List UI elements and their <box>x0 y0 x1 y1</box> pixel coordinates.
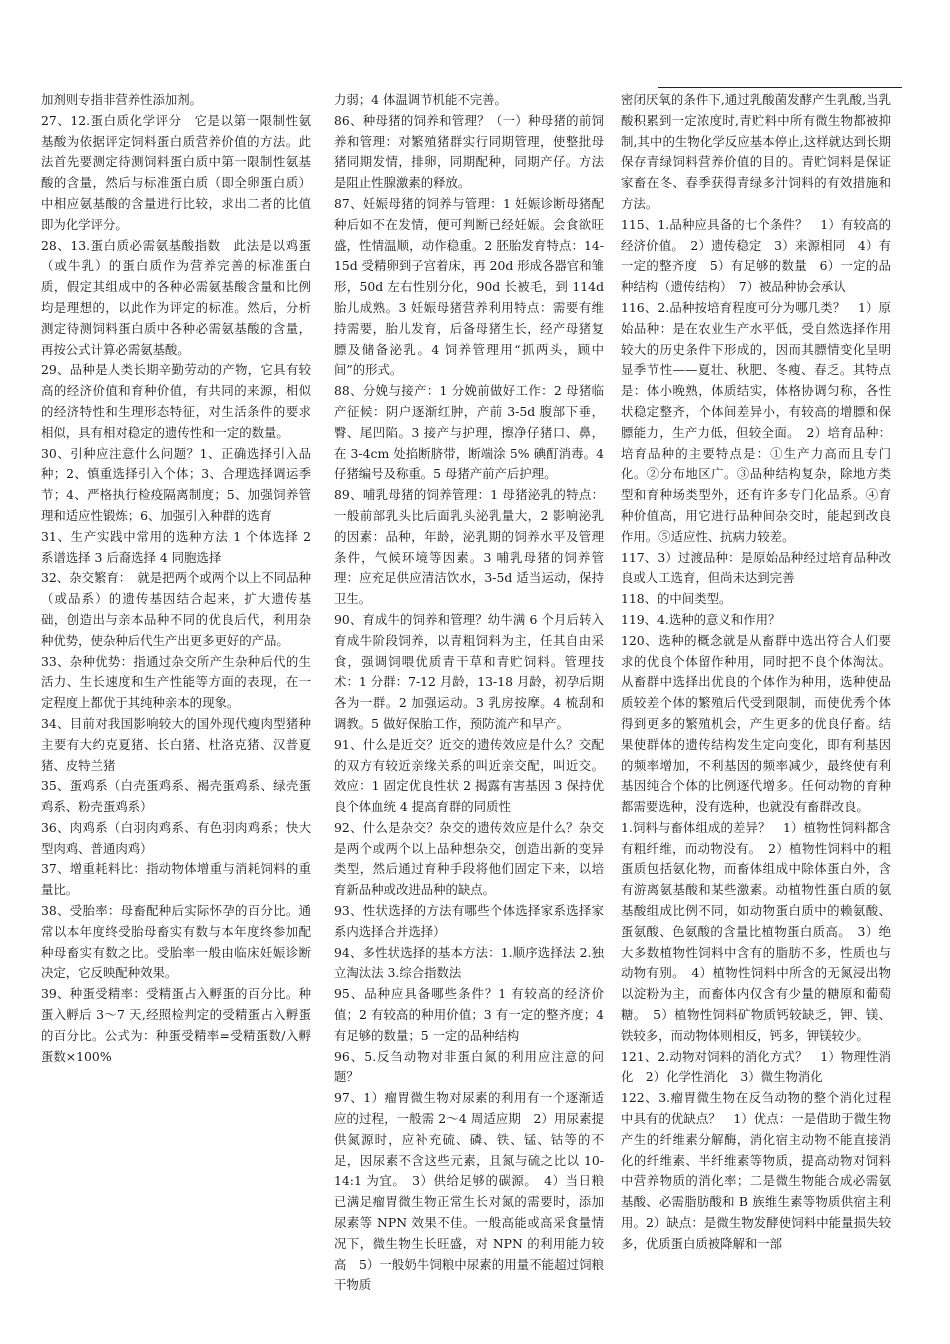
paragraph: 116、2.品种按培育程度可分为哪几类？ 1）原始品种：是在农业生产水平低，受自然选择作用较大的历史条件下形成的，因而其膘情变化呈明显季节性——夏壮、秋肥、冬瘦、春乏。其特点是：体小晚熟，体质结实，体格协调匀称，各性状稳定整齐，个体间差异小，有较高的增膘和保膘能力，生产力低，但较全面。 2）培育品种：培育品种的主要特点是：①生产力高而且专门化。②分布地区广。③品种结构复杂，除地方类型和育种场类型外，还有许多专门化品系。④育种价值高，用它进行品种间杂交时，能起到改良作用。⑤适应性、抗病力较差。 <box>621 299 891 544</box>
paragraph: 密闭厌氧的条件下,通过乳酸菌发酵产生乳酸,当乳酸积累到一定浓度时,青贮料中所有微生物都被抑制,其中的生物化学反应基本停止,这样就达到长期保存青绿饲料营养价值的目的。青贮饲料是保证家畜在冬、春季获得青绿多汁饲料的有效措施和方法。 <box>621 92 891 211</box>
paragraph: 95、品种应具备哪些条件？1 有较高的经济价值；2 有较高的种用价值；3 有一定的整齐度；4 有足够的数量；5 一定的品种结构 <box>334 986 604 1043</box>
paragraph: 36、肉鸡系（白羽肉鸡系、有色羽肉鸡系；快大型肉鸡、普通肉鸡） <box>41 819 311 856</box>
paragraph: 92、什么是杂交？杂交的遗传效应是什么？杂交是两个或两个以上品种想杂交，创造出新的变异类型，然后通过育种手段将他们固定下来，以培育新品种或改进品种的缺点。 <box>334 819 604 898</box>
paragraph: 86、种母猪的饲养和管理？（一）种母猪的前饲养和管理：对繁殖猪群实行同期管理，使整批母猪同期发情，排卵，同期配种，同期产仔。方法是阻止性腺激素的释放。 <box>334 112 604 191</box>
paragraph: 122、3.瘤胃微生物在反刍动物的整个消化过程中具有的优缺点？ 1）优点：一是借助于微生物产生的纤维素分解酶，消化宿主动物不能直接消化的纤维素、半纤维素等物质，提高动物对饲料中营养物质的消化率；二是微生物能合成必需氨基酸、必需脂肪酸和 B 族维生素等物质供宿主利用。2）缺点：是微生物发酵使饲料中能量损失较多，优质蛋白质被降解和一部 <box>621 1090 891 1251</box>
paragraph: 38、受胎率：母畜配种后实际怀孕的百分比。通常以本年度终受胎母畜实有数与本年度终参加配种母畜实有数之比。受胎率一般由临床妊娠诊断决定，它反映配种效果。 <box>41 903 311 981</box>
text-column-right <box>621 90 891 1340</box>
paragraph: 115、1.品种应具备的七个条件？ 1）有较高的经济价值。 2）遗传稳定 3）来源相同 4）有一定的整齐度 5）有足够的数量 6）一定的品种结构（遗传结构） 7）被品种协会承认 <box>621 216 891 295</box>
paragraph: 97、1）瘤胃微生物对尿素的利用有一个逐渐适应的过程，一般需 2～4 周适应期 2）用尿素提供氮源时，应补充硫、磷、铁、锰、钴等的不足，因尿素不含这些元素，且氮与硫之比以 10-14:1 为宜。 3）供给足够的碳源。 4）当日粮已满足瘤胃微生物正常生长对氮的需要时，添加尿素等 NPN 效果不佳。一般高能或高采食量情况下，微生物生长旺盛，对 NPN 的利用能力较高 5）一般奶牛饲粮中尿素的用量不能超过饲粮干物质 <box>334 1090 604 1293</box>
header-rule <box>658 87 902 88</box>
paragraph: 28、13.蛋白质必需氨基酸指数 此法是以鸡蛋（或牛乳）的蛋白质作为营养完善的标准蛋白质，假定其组成中的各种必需氨基酸含量和比例均是理想的，以此作为评定的标准。然后，分析测定待测饲料蛋白质中各种必需氨基酸的含量，再按公式计算必需氨基酸。 <box>41 237 311 357</box>
paragraph: 88、分娩与接产：1 分娩前做好工作：2 母猪临产征候：阴户逐渐红肿，产前 3-5d 腹部下垂，臀、尾凹陷。3 接产与护理，擦净仔猪口、鼻，在 3-4cm 处掐断脐带，断端涂 5% 碘酊消毒。4 仔猪编号及称重。5 母猪产前产后护理。 <box>334 383 604 482</box>
paragraph: 力弱；4 体温调节机能不完善。 <box>334 92 507 107</box>
paragraph: 32、杂交繁育： 就是把两个或两个以上不同品种（或品系）的遗传基因结合起来，扩大遗传基础，创造出与亲本品种不同的优良后代，利用杂种优势，使杂种后代生产出更多更好的产品。 <box>41 570 311 648</box>
paragraph: 87、妊娠母猪的饲养与管理：1 妊娠诊断母猪配种后如不在发情，便可判断已经妊娠。会食欲旺盛，性情温顺，动作稳重。2 胚胎发育特点：14-15d 受精卵到子宫着床，再 20d 形成各器官和雏形，50d 左右性别分化，90d 长被毛，到 114d 胎儿成熟。3 妊娠母猪营养利用特点：需要有维持需要，胎儿发育，后备母猪生长，经产母猪复膘及储备泌乳。4 饲养管理用“抓两头，顾中间”的形式。 <box>334 195 604 378</box>
paragraph: 27、12.蛋白质化学评分 它是以第一限制性氨基酸为依据评定饲料蛋白质营养价值的方法。此法首先要测定待测饲料蛋白质中第一限制性氨基酸的含量，然后与标准蛋白质（即全卵蛋白质）中相应氨基酸的含量进行比较，求出二者的比值即为化学评分。 <box>41 112 311 232</box>
paragraph: 118、的中间类型。 <box>621 591 732 607</box>
paragraph: 加剂则专指非营养性添加剂。 <box>41 92 203 107</box>
paragraph: 93、性状选择的方法有哪些个体选择家系选择家系内选择合并选择） <box>334 903 604 939</box>
paragraph: 89、哺乳母猪的饲养管理：1 母猪泌乳的特点：一般前部乳头比后面乳头泌乳量大，2 影响泌乳的因素：品种，年龄，泌乳期的饲养水平及管理条件，气候环境等因素。3 哺乳母猪的饲养管理：应充足供应清洁饮水，3-5d 适当运动，保持卫生。 <box>334 487 604 607</box>
paragraph: 91、什么是近交？近交的遗传效应是什么？交配的双方有较近亲缘关系的叫近亲交配，叫近交。效应：1 固定优良性状 2 揭露有害基因 3 保持优良个体血统 4 提高育群的同质性 <box>334 736 604 815</box>
paragraph: 94、多性状选择的基本方法：1.顺序选择法 2.独立淘汰法 3.综合指数法 <box>334 944 604 981</box>
paragraph: 120、选种的概念就是从畜群中选出符合人们要求的优良个体留作种用，同时把不良个体淘汰。从畜群中选择出优良的个体作为种用，选种使品质较差个体的繁殖后代受到限制，而使优秀个体得到更多的繁殖机会，产生更多的优良仔畜。结果使群体的遗传结构发生定向变化，即有利基因的频率增加，不利基因的频率减少，最终使有利基因纯合个体的比例逐代增多。任何动物的育种都需要选种，没有选种，也就没有畜群改良。 <box>621 632 891 815</box>
text-column-left <box>41 90 311 1340</box>
paragraph: 34、目前对我国影响较大的国外现代瘦肉型猪种主要有大约克夏猪、长白猪、杜洛克猪、汉普夏猪、皮特兰猪 <box>41 715 311 773</box>
paragraph: 121、2.动物对饲料的消化方式？ 1）物理性消化 2）化学性消化 3）微生物消化 <box>621 1048 891 1085</box>
paragraph: 39、种蛋受精率：受精蛋占入孵蛋的百分比。种蛋入孵后 3～7 天,经照检判定的受精蛋占入孵蛋的百分比。公式为：种蛋受精率=受精蛋数/入孵蛋数×100% <box>41 986 311 1064</box>
text-column-middle <box>334 90 604 1340</box>
paragraph: 96、5.反刍动物对非蛋白氮的利用应注意的问题？ <box>334 1048 604 1085</box>
paragraph: 29、品种是人类长期辛勤劳动的产物，它具有较高的经济价值和育种价值，有共同的来源，相似的经济特性和生理形态特征，对生活条件的要求相似，具有相对稳定的遗传性和一定的数量。 <box>41 362 311 440</box>
paragraph: 90、育成牛的饲养和管理？幼牛满 6 个月后转入育成牛阶段饲养，以青粗饲料为主，任其自由采食，强调饲喂优质青干草和青贮饲料。管理技术：1 分群：7-12 月龄，13-18 月龄，初孕后期各为一群。2 加强运动。3 乳房按摩。4 梳刮和调教。5 做好保胎工作，预防流产和早产。 <box>334 611 604 731</box>
paragraph: 1.饲料与畜体组成的差异？ 1）植物性饲料都含有粗纤维，而动物没有。 2）植物性饲料中的粗蛋质包括氨化物，而畜体组成中除体蛋白外，含有游离氨基酸和某些激素。动植物性蛋白质的氨基酸组成比例不同，如动物蛋白质中的赖氨酸、蛋氨酸、色氨酸的含量比植物蛋白质高。 3）绝大多数植物性饲料中含有的脂肪不多，性质也与动物有别。 4）植物性饲料中所含的无氮浸出物以淀粉为主，而畜体内仅含有少量的糖原和葡萄糖。 5）植物性饲料矿物质钙较缺乏，钾、镁、铁较多，而动物体则相反，钙多，钾镁较少。 <box>621 819 891 1043</box>
paragraph: 31、生产实践中常用的选种方法 1 个体选择 2 系谱选择 3 后裔选择 4 同胞选择 <box>41 528 311 565</box>
paragraph: 119、4.选种的意义和作用？ <box>621 611 781 627</box>
paragraph: 30、引种应注意什么问题？1、正确选择引入品种；2、慎重选择引入个体；3、合理选择调运季节；4、严格执行检疫隔离制度；5、加强饲养管理和适应性锻炼；6、加强引入种群的选育 <box>41 445 311 523</box>
paragraph: 117、3）过渡品种：是原始品种经过培育品种改良或人工选育，但尚未达到完善 <box>621 549 891 586</box>
paragraph: 33、杂种优势：指通过杂交所产生杂种后代的生活力、生长速度和生产性能等方面的表现，在一定程度上都优于其纯种亲本的现象。 <box>41 653 311 711</box>
paragraph: 35、蛋鸡系（白壳蛋鸡系、褐壳蛋鸡系、绿壳蛋鸡系、粉壳蛋鸡系） <box>41 778 311 815</box>
paragraph: 37、增重耗料比：指动物体增重与消耗饲料的重量比。 <box>41 861 311 898</box>
